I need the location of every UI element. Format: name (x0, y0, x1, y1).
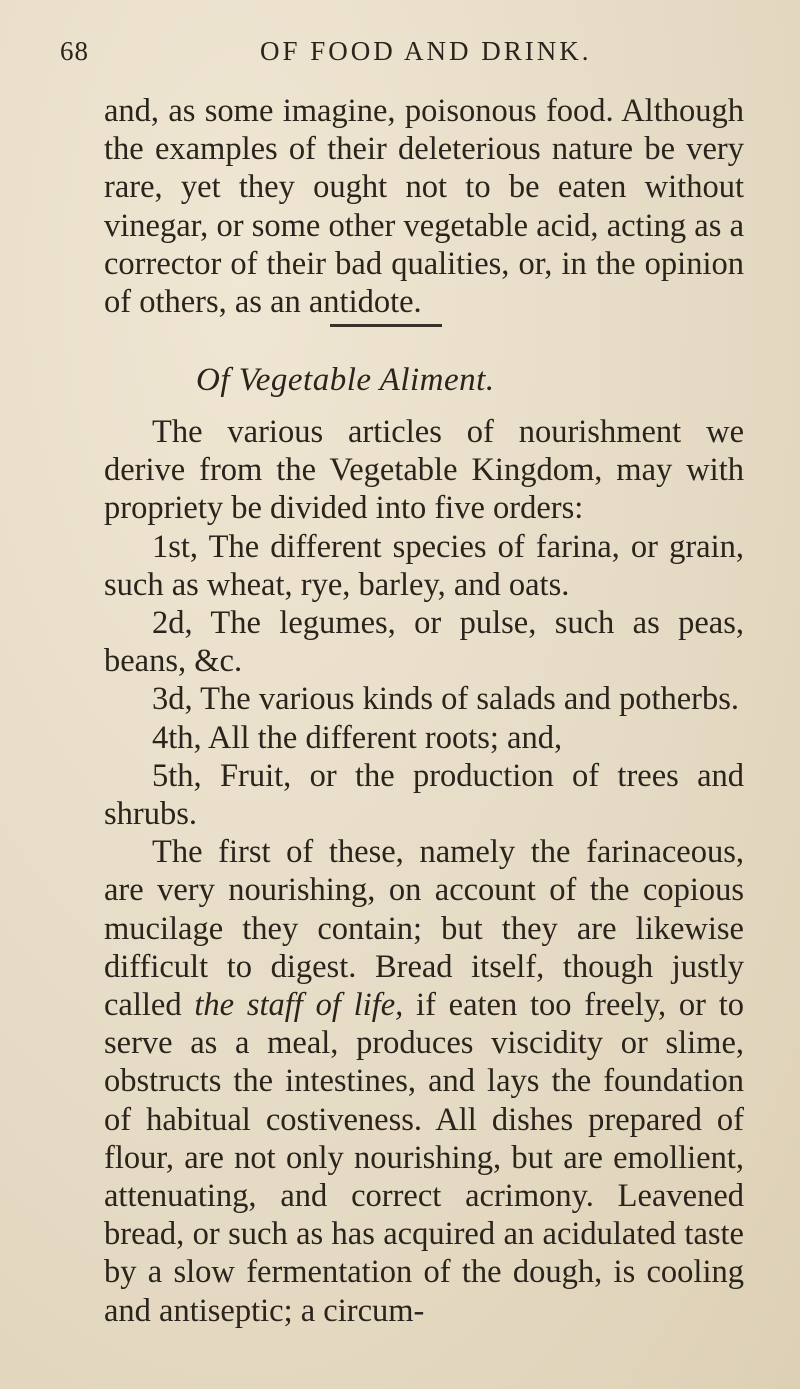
closing-paragraph (104, 833, 744, 1330)
intro-paragraph-block (104, 92, 744, 321)
intro-paragraph: and, as some imagine, poisonous food. Although the examples of their deleterious nature be very rare, yet they ought not to be eaten without vinegar, or some other vegetable acid, acting as a corrector of their bad qualities, or, in the opinion of others, as an antidote. (104, 93, 744, 321)
section-divider (330, 324, 442, 327)
order-item: 1st, The different species of farina, or grain, such as wheat, rye, barley, and oats. (104, 528, 744, 603)
page-number: 68 (60, 36, 89, 66)
section-heading: Of Vegetable Aliment. (196, 362, 495, 398)
order-item: 4th, All the different roots; and, (152, 719, 563, 756)
running-head: OF FOOD AND DRINK. (260, 36, 592, 66)
order-item: 2d, The legumes, or pulse, such as peas, beans, &c. (104, 605, 744, 680)
order-item: 5th, Fruit, or the production of trees and shrubs. (104, 757, 744, 833)
page-header (60, 36, 700, 76)
order-item: 3d, The various kinds of salads and potherbs. (152, 681, 740, 718)
closing-text-end: if eaten too freely, or to serve as a meal, produces viscidity or slime, obstructs the intestines, and lays the foundation of habitual costiveness. All dishes prepared of flour, are not only nourishing, but are emollient, attenuating, and correct acrimony. Leavened bread, or such as has acquired an acidulated taste by a slow fermentation of the dough, is cooling and antiseptic; a circum- (104, 987, 744, 1329)
closing-text-start: The first of these, namely the farinaceous, are very nourishing, on account of the copious mucilage they contain; but they are likewise difficult to digest. Bread itself, though justly called (104, 834, 744, 1024)
closing-italic-phrase: the staff of life, (194, 987, 404, 1024)
section-body (104, 413, 744, 1330)
section-intro-paragraph: The various articles of nourishment we derive from the Vegetable Kingdom, may with propriety be divided into five orders: (104, 414, 744, 527)
